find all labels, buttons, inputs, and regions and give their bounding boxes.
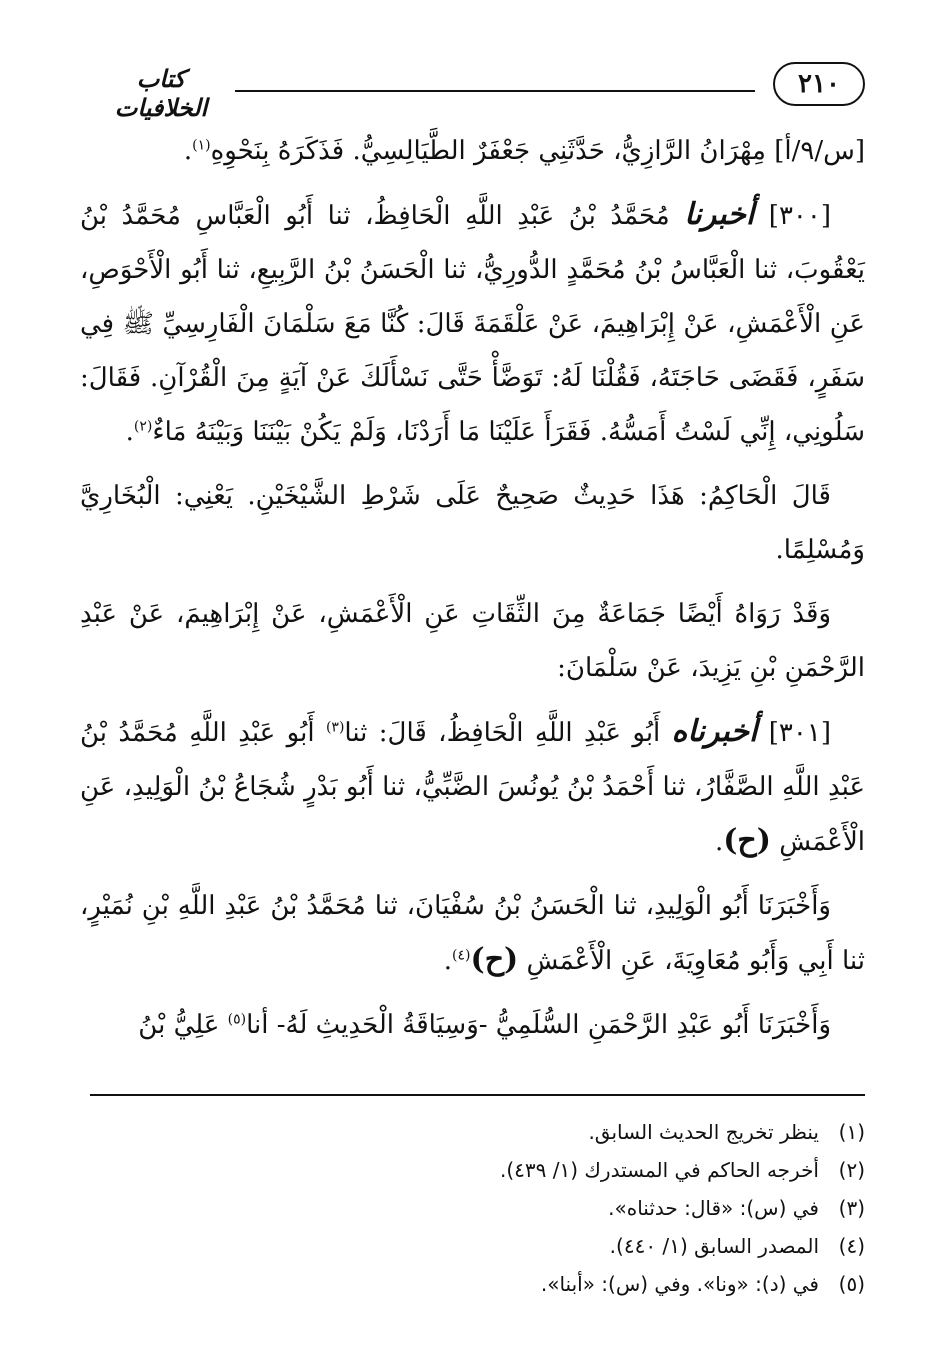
paragraph-text: . — [714, 827, 724, 857]
footnote-number: (٥) — [838, 1272, 865, 1296]
paragraph-text: مُحَمَّدُ بْنُ عَبْدِ اللَّهِ الْحَافِظُ، ثنا أَبُو الْعَبَّاسِ مُحَمَّدُ بْنُ يَعْقُوبَ، ثنا الْعَبَّاسُ بْنُ مُحَمَّدٍ الدُّورِيُّ، ثنا الْحَسَنُ بْنُ الرَّبِيعِ، ثنا أَبُو الْأَحْوَصِ، عَنِ الْأَعْمَشِ، عَنْ إِبْرَاهِيمَ، عَنْ عَلْقَمَةَ قَالَ: كُنَّا مَعَ سَلْمَانَ الْفَارِسِيِّ ﷺ فِي سَفَرٍ، فَقَضَى حَاجَتَهُ، فَقُلْنَا لَهُ: تَوَضَّأْ حَتَّى نَسْأَلَكَ عَنْ آيَةٍ مِنَ الْقُرْآنِ. فَقَالَ: سَلُونِي، إِنِّي لَسْتُ أَمَسُّهُ. فَقَرَأَ عَلَيْنَا مَا أَرَدْنَا، وَلَمْ يَكُنْ بَيْنَنَا وَبَيْنَهُ مَاءٌ — [80, 201, 865, 447]
header-rule — [235, 90, 755, 92]
hadith-number: [٣٠٠] — [754, 201, 831, 231]
footnote-text: ينظر تخريج الحديث السابق. — [588, 1120, 819, 1144]
isnad-switch-marker: (ح) — [723, 823, 771, 858]
footnote-separator — [90, 1094, 865, 1096]
paragraph-text: وَأَخْبَرَنَا أَبُو الْوَلِيدِ، ثنا الْحَسَنُ بْنُ سُفْيَانَ، ثنا مُحَمَّدُ بْنُ عَبْدِ اللَّهِ بْنِ نُمَيْرٍ، ثنا أَبِي وَأَبُو مُعَاوِيَةَ، عَنِ الْأَعْمَشِ — [80, 891, 865, 976]
book-title: كتاب الخلافيات — [114, 64, 208, 122]
paragraph — [80, 188, 865, 459]
paragraph-text: . — [443, 946, 453, 976]
footnote-item — [90, 1227, 865, 1265]
footnote-item — [90, 1189, 865, 1227]
paragraph-text: وَقَدْ رَوَاهُ أَيْضًا جَمَاعَةٌ مِنَ الثِّقَاتِ عَنِ الْأَعْمَشِ، عَنْ إِبْرَاهِيمَ، عَنْ عَبْدِ الرَّحْمَنِ بْنِ يَزِيدَ، عَنْ سَلْمَانَ: — [80, 599, 865, 683]
footnotes-list — [90, 1113, 865, 1303]
footnote-number: (٣) — [838, 1196, 865, 1220]
footnote-item — [90, 1151, 865, 1189]
page-number: ٢١٠ — [773, 62, 865, 106]
paragraph — [80, 469, 865, 577]
footnote-item — [90, 1265, 865, 1303]
footnote-text: في (د): «ونا». وفي (س): «أبنا». — [540, 1272, 819, 1296]
paragraph-text: وَأَخْبَرَنَا أَبُو عَبْدِ الرَّحْمَنِ السُّلَمِيُّ -وَسِيَاقَةُ الْحَدِيثِ لَهُ- أنا — [246, 1010, 831, 1040]
paragraph — [80, 124, 865, 178]
page-header — [95, 62, 865, 122]
footnote-number: (٤) — [838, 1234, 865, 1258]
paragraph-text: عَلِيُّ بْنُ — [138, 1010, 228, 1040]
footnote-number: (١) — [838, 1120, 865, 1144]
paragraph-text: أَبُو عَبْدِ اللَّهِ مُحَمَّدُ بْنُ عَبْدِ اللَّهِ الصَّفَّارُ، ثنا أَحْمَدُ بْنُ يُونُسَ الضَّبِّيُّ، ثنا أَبُو بَدْرٍ شُجَاعُ بْنُ الْوَلِيدِ، عَنِ الْأَعْمَشِ — [80, 718, 865, 857]
paragraph-text: . — [125, 417, 134, 447]
paragraph-text: . — [183, 136, 193, 166]
hadith-number: [٣٠١] — [757, 718, 831, 748]
narration-keyword: أخبرنا — [684, 197, 755, 232]
footnote-text: المصدر السابق (١/ ٤٤٠). — [609, 1234, 819, 1258]
narration-keyword: أخبرناه — [671, 714, 758, 749]
footnote-ref: (١) — [192, 137, 211, 154]
paragraph-text: أَبُو عَبْدِ اللَّهِ الْحَافِظُ، قَالَ: ثنا — [344, 718, 672, 748]
footnote-ref: (٤) — [452, 947, 471, 964]
footnote-ref: (٢) — [133, 418, 153, 435]
paragraph — [80, 705, 865, 869]
footnote-item — [90, 1113, 865, 1151]
paragraph-text: [س/٩/أ] مِهْرَانُ الرَّازِيُّ، حَدَّثَنِي جَعْفَرٌ الطَّيَالِسِيُّ. فَذَكَرَهُ بِنَحْوِهِ — [210, 136, 865, 166]
footnote-ref: (٣) — [325, 719, 345, 736]
footnote-ref: (٥) — [227, 1011, 247, 1028]
footnote-text: في (س): «قال: حدثناه». — [608, 1196, 819, 1220]
main-text — [80, 124, 865, 1062]
paragraph-text: قَالَ الْحَاكِمُ: هَذَا حَدِيثٌ صَحِيحٌ عَلَى شَرْطِ الشَّيْخَيْنِ. يَعْنِي: الْبُخَارِيَّ وَمُسْلِمًا. — [80, 481, 865, 565]
paragraph — [80, 587, 865, 695]
paragraph — [80, 998, 865, 1052]
footnote-number: (٢) — [838, 1158, 865, 1182]
paragraph — [80, 879, 865, 988]
footnote-text: أخرجه الحاكم في المستدرك (١/ ٤٣٩). — [500, 1158, 819, 1182]
isnad-switch-marker: (ح) — [470, 942, 519, 977]
